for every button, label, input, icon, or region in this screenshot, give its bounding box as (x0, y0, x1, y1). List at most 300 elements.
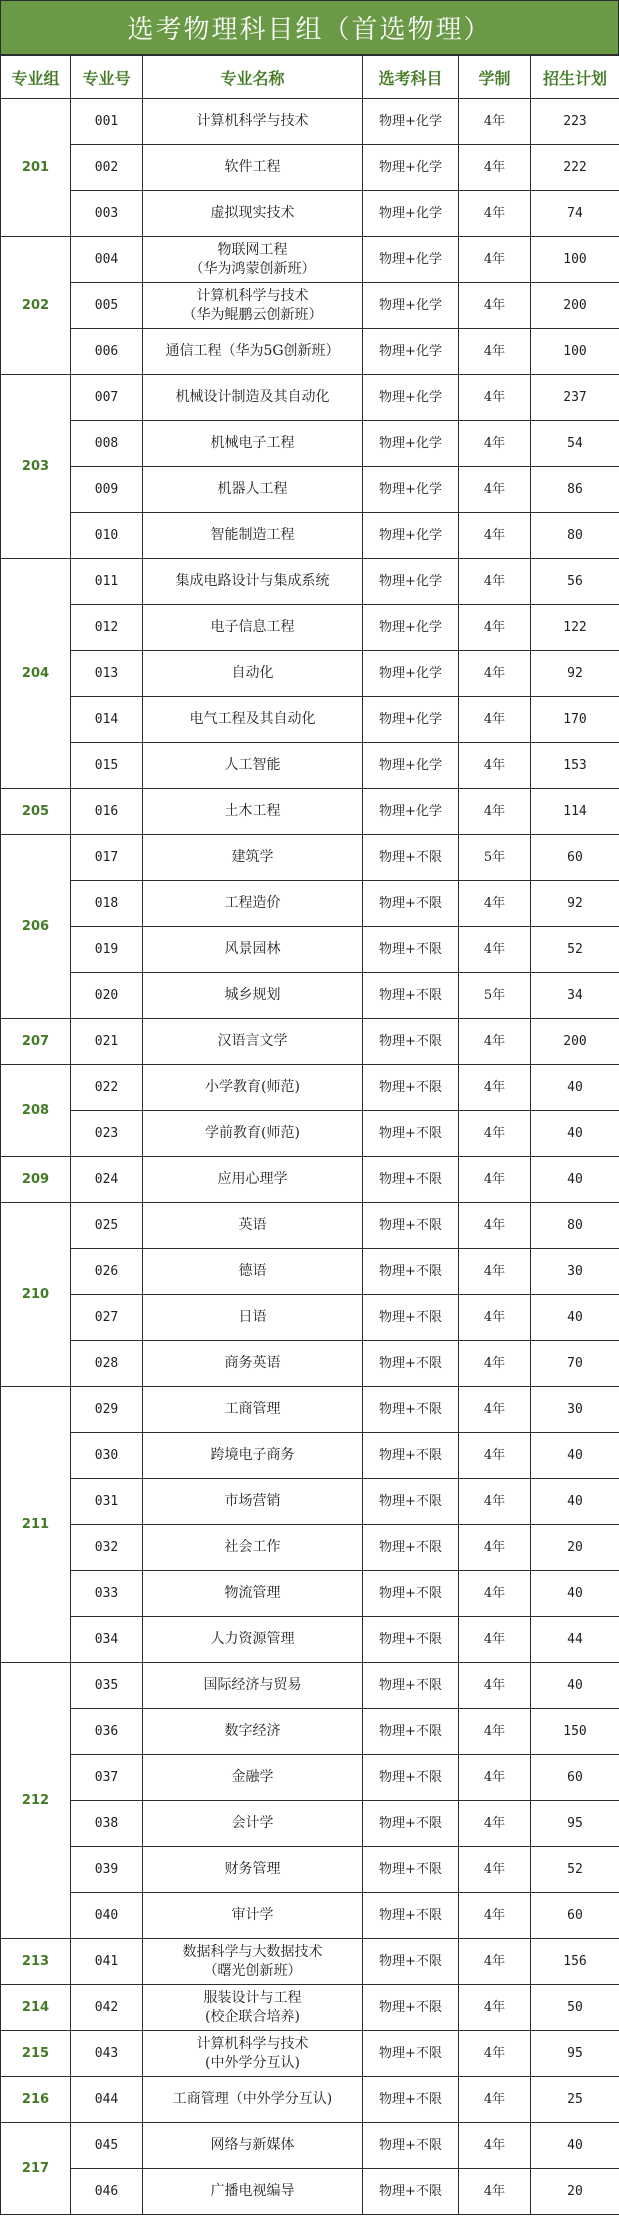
major-no: 037 (71, 1755, 143, 1801)
major-name (143, 145, 363, 191)
major-no: 016 (71, 789, 143, 835)
group-code: 207 (1, 1019, 71, 1065)
table-body (1, 99, 619, 2215)
major-no: 023 (71, 1111, 143, 1157)
study-years: 4年 (459, 743, 531, 789)
major-name (143, 1479, 363, 1525)
subject-combo: 物理+不限 (363, 1157, 459, 1203)
major-no: 014 (71, 697, 143, 743)
major-name (143, 1709, 363, 1755)
major-no: 043 (71, 2031, 143, 2077)
major-name-line: 学前教育(师范) (205, 1125, 300, 1141)
enroll-plan: 40 (531, 2123, 619, 2169)
subject-combo: 物理+不限 (363, 1479, 459, 1525)
major-name (143, 835, 363, 881)
enroll-plan: 52 (531, 1847, 619, 1893)
study-years: 4年 (459, 1893, 531, 1939)
group-code: 216 (1, 2077, 71, 2123)
major-name-line: （华为鲲鹏云创新班） (182, 306, 323, 323)
major-name-line: 虚拟现实技术 (210, 205, 295, 221)
major-no: 032 (71, 1525, 143, 1571)
study-years: 4年 (459, 1433, 531, 1479)
subject-combo: 物理+化学 (363, 237, 459, 283)
table-row (1, 1019, 619, 1065)
major-name (143, 99, 363, 145)
major-no: 006 (71, 329, 143, 375)
enroll-plan: 40 (531, 1479, 619, 1525)
study-years: 4年 (459, 375, 531, 421)
group-code: 203 (1, 375, 71, 559)
enroll-plan: 40 (531, 1111, 619, 1157)
table-row (1, 789, 619, 835)
study-years: 4年 (459, 2169, 531, 2215)
enroll-plan: 100 (531, 237, 619, 283)
enroll-plan: 60 (531, 1755, 619, 1801)
major-name (143, 605, 363, 651)
enroll-plan: 95 (531, 1801, 619, 1847)
study-years: 4年 (459, 697, 531, 743)
table-row (1, 835, 619, 881)
major-name-line: 自动化 (231, 665, 274, 681)
major-no: 045 (71, 2123, 143, 2169)
major-name-line: （华为鸿蒙创新班） (189, 260, 316, 277)
subject-combo: 物理+不限 (363, 881, 459, 927)
group-code: 212 (1, 1663, 71, 1939)
major-name (143, 2031, 363, 2077)
major-name-line: 机械电子工程 (210, 435, 295, 451)
major-name (143, 2077, 363, 2123)
group-code: 209 (1, 1157, 71, 1203)
table-row (1, 1479, 619, 1525)
major-name (143, 1663, 363, 1709)
study-years: 4年 (459, 1249, 531, 1295)
major-name-line: 土木工程 (224, 803, 281, 819)
enroll-plan: 40 (531, 1433, 619, 1479)
major-name-line: 计算机科学与技术 (196, 113, 309, 129)
major-name-line: 跨境电子商务 (210, 1447, 295, 1463)
group-code: 204 (1, 559, 71, 789)
table-row (1, 973, 619, 1019)
major-no: 011 (71, 559, 143, 605)
major-name-line: 国际经济与贸易 (203, 1677, 302, 1693)
group-code: 214 (1, 1985, 71, 2031)
group-code: 206 (1, 835, 71, 1019)
major-name (143, 743, 363, 789)
major-name-line: 风景园林 (224, 941, 281, 957)
enroll-plan: 56 (531, 559, 619, 605)
major-name-line: 工商管理 (224, 1401, 281, 1417)
major-name (143, 2169, 363, 2215)
major-name-line: 日语 (238, 1309, 267, 1325)
enroll-plan: 20 (531, 2169, 619, 2215)
major-name (143, 283, 363, 329)
major-name-line: 工商管理（中外学分互认) (172, 2091, 333, 2107)
subject-combo: 物理+不限 (363, 2077, 459, 2123)
enroll-plan: 100 (531, 329, 619, 375)
enroll-plan: 50 (531, 1985, 619, 2031)
subject-combo: 物理+不限 (363, 927, 459, 973)
major-name-line: (校企联合培养) (205, 2008, 300, 2025)
subject-combo: 物理+化学 (363, 375, 459, 421)
major-name (143, 1295, 363, 1341)
major-name (143, 1571, 363, 1617)
major-name (143, 1801, 363, 1847)
study-years: 4年 (459, 2031, 531, 2077)
table-row (1, 1341, 619, 1387)
enroll-plan: 34 (531, 973, 619, 1019)
enroll-plan: 200 (531, 1019, 619, 1065)
table-row (1, 1433, 619, 1479)
major-name-line: 汉语言文学 (217, 1033, 288, 1049)
enroll-plan: 40 (531, 1571, 619, 1617)
header-major-name: 专业名称 (143, 56, 363, 99)
major-no: 027 (71, 1295, 143, 1341)
major-name (143, 1847, 363, 1893)
subject-combo: 物理+不限 (363, 1939, 459, 1985)
enroll-plan: 80 (531, 1203, 619, 1249)
table-row (1, 605, 619, 651)
subject-combo: 物理+不限 (363, 1663, 459, 1709)
major-name-line: (中外学分互认) (205, 2054, 300, 2071)
table-row (1, 191, 619, 237)
study-years: 5年 (459, 973, 531, 1019)
subject-combo: 物理+不限 (363, 1019, 459, 1065)
study-years: 4年 (459, 2123, 531, 2169)
major-no: 040 (71, 1893, 143, 1939)
subject-combo: 物理+化学 (363, 697, 459, 743)
header-group: 专业组 (1, 56, 71, 99)
major-name (143, 513, 363, 559)
study-years: 4年 (459, 651, 531, 697)
table-row (1, 1939, 619, 1985)
subject-combo: 物理+化学 (363, 283, 459, 329)
enroll-plan: 237 (531, 375, 619, 421)
table-row (1, 1893, 619, 1939)
major-no: 018 (71, 881, 143, 927)
major-no: 004 (71, 237, 143, 283)
group-code: 202 (1, 237, 71, 375)
table-row (1, 1801, 619, 1847)
enroll-plan: 20 (531, 1525, 619, 1571)
study-years: 4年 (459, 1985, 531, 2031)
table-row (1, 237, 619, 283)
major-no: 008 (71, 421, 143, 467)
table-row (1, 697, 619, 743)
major-name-line: 电气工程及其自动化 (189, 711, 316, 727)
subject-combo: 物理+化学 (363, 789, 459, 835)
study-years: 4年 (459, 467, 531, 513)
subject-combo: 物理+不限 (363, 1525, 459, 1571)
subject-combo: 物理+化学 (363, 559, 459, 605)
study-years: 4年 (459, 1847, 531, 1893)
group-code: 213 (1, 1939, 71, 1985)
table-row (1, 1571, 619, 1617)
subject-combo: 物理+化学 (363, 467, 459, 513)
enroll-plan: 153 (531, 743, 619, 789)
table-row (1, 1065, 619, 1111)
study-years: 4年 (459, 237, 531, 283)
study-years: 4年 (459, 1157, 531, 1203)
major-name (143, 1203, 363, 1249)
major-name-line: 计算机科学与技术 (196, 2035, 309, 2052)
subject-combo: 物理+不限 (363, 835, 459, 881)
major-name-line: 机器人工程 (217, 481, 288, 497)
major-name-line: 建筑学 (231, 849, 274, 865)
sheet-title: 选考物理科目组（首选物理） (0, 0, 619, 55)
study-years: 4年 (459, 1801, 531, 1847)
subject-combo: 物理+不限 (363, 1985, 459, 2031)
major-no: 010 (71, 513, 143, 559)
group-code: 217 (1, 2123, 71, 2215)
table-row (1, 1985, 619, 2031)
major-name (143, 2123, 363, 2169)
major-name-line: 商务英语 (224, 1355, 281, 1371)
subject-combo: 物理+化学 (363, 651, 459, 697)
major-name (143, 1755, 363, 1801)
major-name-line: 社会工作 (224, 1539, 281, 1555)
major-name (143, 1387, 363, 1433)
table-row (1, 1709, 619, 1755)
group-code: 208 (1, 1065, 71, 1157)
major-name (143, 421, 363, 467)
major-name-line: 物流管理 (224, 1585, 281, 1601)
major-no: 003 (71, 191, 143, 237)
table-row (1, 1249, 619, 1295)
table-row (1, 145, 619, 191)
subject-combo: 物理+不限 (363, 1249, 459, 1295)
table-row (1, 1157, 619, 1203)
major-no: 013 (71, 651, 143, 697)
study-years: 4年 (459, 1295, 531, 1341)
study-years: 4年 (459, 789, 531, 835)
major-name (143, 1341, 363, 1387)
major-name-line: 会计学 (231, 1815, 274, 1831)
major-no: 031 (71, 1479, 143, 1525)
table-row (1, 2077, 619, 2123)
study-years: 4年 (459, 1019, 531, 1065)
study-years: 4年 (459, 1341, 531, 1387)
subject-combo: 物理+不限 (363, 1111, 459, 1157)
subject-combo: 物理+不限 (363, 973, 459, 1019)
major-no: 009 (71, 467, 143, 513)
major-name-line: 人工智能 (224, 757, 281, 773)
table-row (1, 1847, 619, 1893)
table-row (1, 1387, 619, 1433)
major-no: 038 (71, 1801, 143, 1847)
major-no: 026 (71, 1249, 143, 1295)
enroll-plan: 223 (531, 99, 619, 145)
major-no: 035 (71, 1663, 143, 1709)
study-years: 4年 (459, 927, 531, 973)
enroll-plan: 60 (531, 1893, 619, 1939)
enroll-plan: 40 (531, 1663, 619, 1709)
study-years: 4年 (459, 191, 531, 237)
enroll-plan: 80 (531, 513, 619, 559)
major-no: 005 (71, 283, 143, 329)
table-row (1, 743, 619, 789)
enroll-plan: 40 (531, 1065, 619, 1111)
study-years: 4年 (459, 1065, 531, 1111)
study-years: 4年 (459, 2077, 531, 2123)
study-years: 4年 (459, 1939, 531, 1985)
major-no: 017 (71, 835, 143, 881)
table-row (1, 1203, 619, 1249)
major-no: 034 (71, 1617, 143, 1663)
subject-combo: 物理+不限 (363, 1847, 459, 1893)
enroll-plan: 30 (531, 1249, 619, 1295)
study-years: 4年 (459, 1111, 531, 1157)
major-no: 024 (71, 1157, 143, 1203)
study-years: 4年 (459, 145, 531, 191)
enroll-plan: 92 (531, 881, 619, 927)
study-years: 4年 (459, 1617, 531, 1663)
major-name (143, 1249, 363, 1295)
enroll-plan: 30 (531, 1387, 619, 1433)
major-name-line: 智能制造工程 (210, 527, 295, 543)
subject-combo: 物理+不限 (363, 1755, 459, 1801)
major-name (143, 375, 363, 421)
table-row (1, 559, 619, 605)
major-no: 020 (71, 973, 143, 1019)
header-major-no: 专业号 (71, 56, 143, 99)
table-row (1, 1755, 619, 1801)
enroll-plan: 60 (531, 835, 619, 881)
major-name (143, 1617, 363, 1663)
enroll-plan: 170 (531, 697, 619, 743)
subject-combo: 物理+不限 (363, 1433, 459, 1479)
study-years: 4年 (459, 1203, 531, 1249)
major-no: 025 (71, 1203, 143, 1249)
enroll-plan: 40 (531, 1295, 619, 1341)
major-no: 022 (71, 1065, 143, 1111)
study-years: 4年 (459, 605, 531, 651)
major-no: 001 (71, 99, 143, 145)
major-name (143, 467, 363, 513)
table-row (1, 375, 619, 421)
major-name-line: 数字经济 (224, 1723, 281, 1739)
major-name-line: 计算机科学与技术 (196, 287, 309, 304)
subject-combo: 物理+不限 (363, 1571, 459, 1617)
study-years: 4年 (459, 1479, 531, 1525)
enroll-plan: 150 (531, 1709, 619, 1755)
major-name-line: 集成电路设计与集成系统 (175, 573, 330, 589)
major-name-line: （曙光创新班） (203, 1962, 302, 1979)
subject-combo: 物理+化学 (363, 605, 459, 651)
header-subjects: 选考科目 (363, 56, 459, 99)
header-duration: 学制 (459, 56, 531, 99)
major-name-line: 金融学 (231, 1769, 274, 1785)
study-years: 4年 (459, 1755, 531, 1801)
study-years: 4年 (459, 881, 531, 927)
study-years: 4年 (459, 1525, 531, 1571)
table-row (1, 2123, 619, 2169)
table-row (1, 881, 619, 927)
study-years: 4年 (459, 1709, 531, 1755)
subject-combo: 物理+不限 (363, 1065, 459, 1111)
subject-combo: 物理+化学 (363, 99, 459, 145)
major-name-line: 英语 (238, 1217, 267, 1233)
study-years: 4年 (459, 99, 531, 145)
enroll-plan: 222 (531, 145, 619, 191)
major-name-line: 电子信息工程 (210, 619, 295, 635)
subject-combo: 物理+不限 (363, 1617, 459, 1663)
subject-combo: 物理+不限 (363, 1387, 459, 1433)
subject-combo: 物理+化学 (363, 191, 459, 237)
major-no: 029 (71, 1387, 143, 1433)
major-name (143, 1065, 363, 1111)
subject-combo: 物理+不限 (363, 1341, 459, 1387)
major-no: 042 (71, 1985, 143, 2031)
study-years: 4年 (459, 329, 531, 375)
subject-combo: 物理+不限 (363, 1203, 459, 1249)
major-no: 030 (71, 1433, 143, 1479)
major-name-line: 财务管理 (224, 1861, 281, 1877)
subject-combo: 物理+化学 (363, 513, 459, 559)
major-name-line: 小学教育(师范) (205, 1079, 300, 1095)
table-row (1, 421, 619, 467)
major-no: 044 (71, 2077, 143, 2123)
subject-combo: 物理+不限 (363, 1801, 459, 1847)
subject-combo: 物理+不限 (363, 1893, 459, 1939)
enroll-plan: 92 (531, 651, 619, 697)
table-row (1, 329, 619, 375)
subject-combo: 物理+化学 (363, 421, 459, 467)
major-name (143, 1019, 363, 1065)
major-no: 041 (71, 1939, 143, 1985)
major-name (143, 881, 363, 927)
group-code: 210 (1, 1203, 71, 1387)
table-row (1, 99, 619, 145)
enroll-plan: 74 (531, 191, 619, 237)
major-name (143, 651, 363, 697)
major-name-line: 应用心理学 (217, 1171, 288, 1187)
major-name-line: 数据科学与大数据技术 (182, 1943, 323, 1960)
major-name-line: 审计学 (231, 1907, 274, 1923)
enroll-plan: 156 (531, 1939, 619, 1985)
major-name (143, 1893, 363, 1939)
group-code: 211 (1, 1387, 71, 1663)
enroll-plan: 40 (531, 1157, 619, 1203)
study-years: 4年 (459, 1387, 531, 1433)
subject-combo: 物理+不限 (363, 2169, 459, 2215)
major-name-line: 软件工程 (224, 159, 281, 175)
enroll-plan: 200 (531, 283, 619, 329)
study-years: 4年 (459, 1663, 531, 1709)
study-years: 4年 (459, 513, 531, 559)
major-name-line: 广播电视编导 (210, 2183, 295, 2199)
subject-combo: 物理+不限 (363, 2123, 459, 2169)
study-years: 4年 (459, 1571, 531, 1617)
major-name (143, 697, 363, 743)
enroll-plan: 25 (531, 2077, 619, 2123)
enroll-plan: 122 (531, 605, 619, 651)
major-no: 019 (71, 927, 143, 973)
major-name (143, 329, 363, 375)
table-row (1, 1111, 619, 1157)
major-no: 033 (71, 1571, 143, 1617)
subject-combo: 物理+化学 (363, 145, 459, 191)
major-name (143, 1157, 363, 1203)
major-name-line: 机械设计制造及其自动化 (175, 389, 330, 405)
major-name-line: 人力资源管理 (210, 1631, 295, 1647)
major-name (143, 1433, 363, 1479)
enroll-plan: 52 (531, 927, 619, 973)
enroll-plan: 70 (531, 1341, 619, 1387)
enroll-plan: 95 (531, 2031, 619, 2077)
table-row (1, 1525, 619, 1571)
table-row (1, 1617, 619, 1663)
table-row (1, 2031, 619, 2077)
